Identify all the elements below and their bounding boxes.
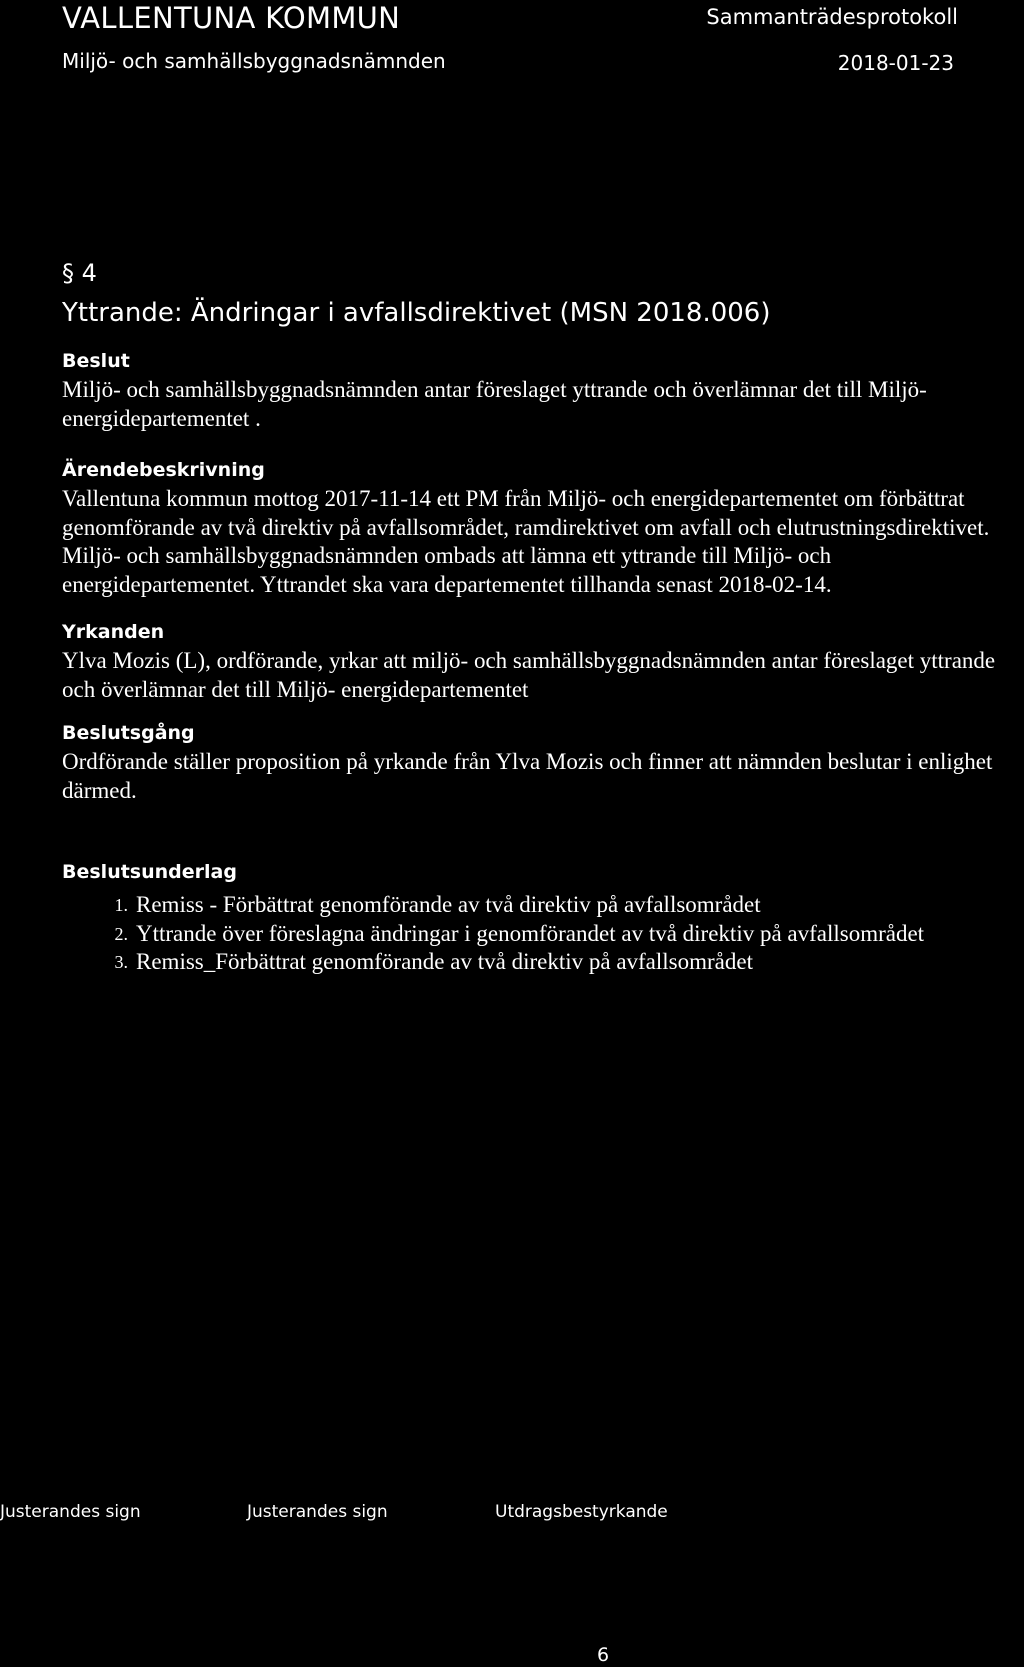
section-yrkanden: [62, 619, 1018, 704]
certification-label: Utdragsbestyrkande: [495, 1502, 668, 1522]
section-text: Ordförande ställer proposition på yrkande från Ylva Mozis och finner att nämnden beslutar i enlighet därmed.: [62, 749, 993, 803]
section-heading: Beslutsunderlag: [62, 861, 237, 883]
list-item-number: 2.: [114, 923, 128, 944]
signature-label-2: Justerandes sign: [247, 1502, 388, 1522]
organization-name: VALLENTUNA KOMMUN: [62, 1, 401, 35]
meeting-date: 2018-01-23: [837, 51, 954, 75]
section-beslut: [62, 348, 1018, 433]
section-text: Vallentuna kommun mottog 2017-11-14 ett PM från Miljö- och energidepartementet om förbättrat genomförande av två direktiv på avfallsområdet, ramdirektivet om avfall och elutrustningsdirektivet. Miljö- och samhällsbyggnadsnämnden ombads att lämna ett yttrande till Miljö- och energidepartementet. Yttrandet ska vara departementet tillhanda senast 2018-02-14.: [62, 486, 990, 597]
list-item-text: Yttrande över föreslagna ändringar i genomförandet av två direktiv på avfallsområdet: [136, 920, 925, 946]
attachment-list: [62, 891, 1018, 977]
section-arendebeskrivning: [62, 457, 1018, 599]
section-heading: Beslut: [62, 350, 130, 372]
list-item-number: 3.: [114, 952, 128, 972]
protocol-item: [62, 258, 1018, 977]
section-beslutsunderlag: [62, 859, 1018, 977]
section-beslutsgang: [62, 720, 1018, 805]
page-number: 6: [597, 1644, 610, 1666]
item-title: Yttrande: Ändringar i avfallsdirektivet (MSN 2018.006): [62, 298, 771, 328]
list-item: [62, 948, 1018, 977]
list-item: [62, 920, 1018, 949]
list-item: [62, 891, 1018, 920]
signature-label-1: Justerandes sign: [0, 1502, 141, 1522]
paragraph-number: § 4: [62, 259, 97, 287]
section-heading: Yrkanden: [62, 621, 165, 643]
list-item-text: Remiss_Förbättrat genomförande av två direktiv på avfallsområdet: [136, 949, 753, 974]
committee-name: Miljö- och samhällsbyggnadsnämnden: [62, 49, 446, 73]
list-item-number: 1.: [114, 895, 128, 915]
section-heading: Ärendebeskrivning: [62, 459, 265, 481]
section-text: Miljö- och samhällsbyggnadsnämnden antar föreslaget yttrande och överlämnar det till Miljö- energidepartementet .: [62, 377, 927, 431]
list-item-text: Remiss - Förbättrat genomförande av två direktiv på avfallsområdet: [136, 892, 761, 917]
document-type: Sammanträdesprotokoll: [706, 5, 958, 29]
section-heading: Beslutsgång: [62, 722, 195, 744]
section-text: Ylva Mozis (L), ordförande, yrkar att miljö- och samhällsbyggnadsnämnden antar föreslaget yttrande och överlämnar det till Miljö- energidepartementet: [62, 648, 996, 702]
